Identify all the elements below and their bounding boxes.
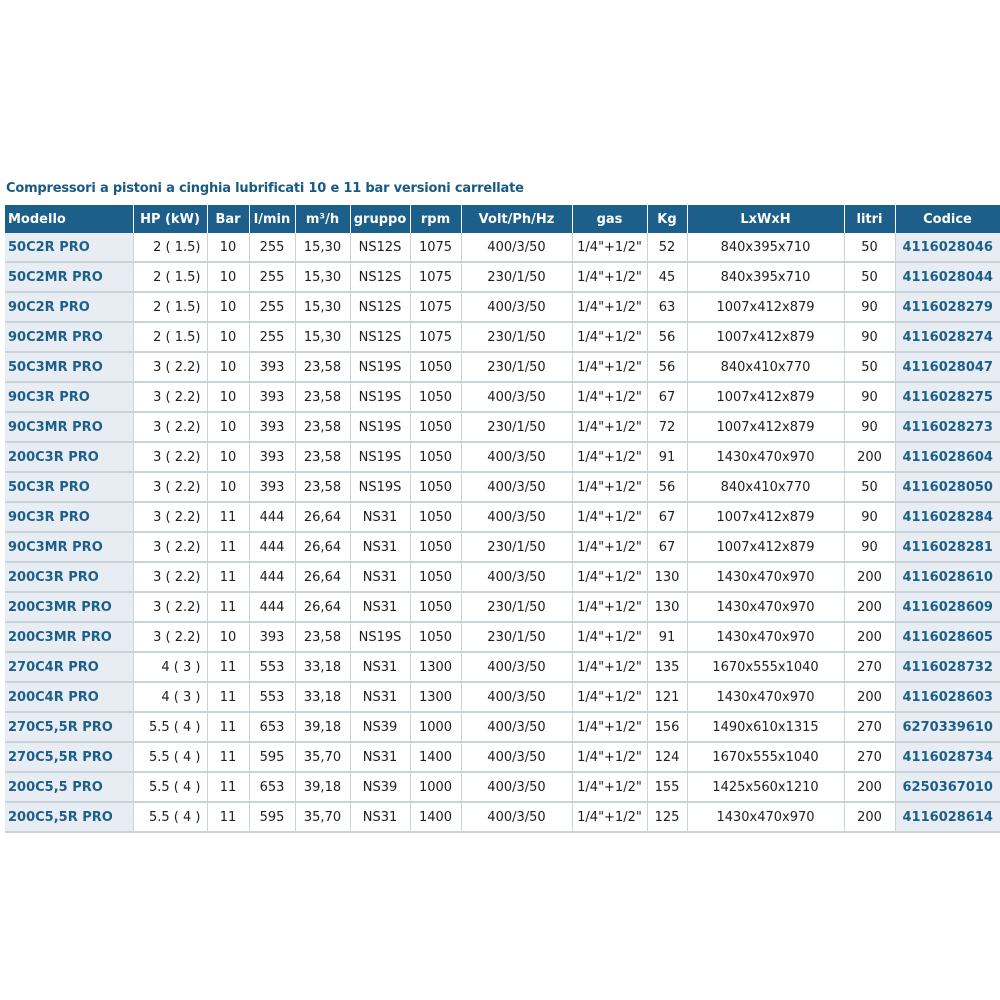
cell-hp: 2 ( 1.5)	[133, 233, 207, 262]
cell-codice: 6270339610	[895, 712, 1000, 742]
cell-model: 90C2MR PRO	[5, 322, 133, 352]
cell-litri: 200	[844, 622, 895, 652]
cell-hp: 3 ( 2.2)	[133, 502, 207, 532]
cell-rpm: 1075	[410, 262, 461, 292]
cell-lmin: 653	[249, 712, 295, 742]
cell-litri: 200	[844, 592, 895, 622]
cell-codice: 4116028273	[895, 412, 1000, 442]
cell-lmin: 393	[249, 622, 295, 652]
cell-rpm: 1050	[410, 532, 461, 562]
cell-volt: 230/1/50	[461, 352, 572, 382]
cell-gas: 1/4"+1/2"	[572, 682, 647, 712]
cell-hp: 3 ( 2.2)	[133, 382, 207, 412]
cell-hp: 3 ( 2.2)	[133, 562, 207, 592]
cell-model: 90C3R PRO	[5, 502, 133, 532]
cell-kg: 130	[647, 562, 687, 592]
cell-dimensions: 1007x412x879	[687, 412, 844, 442]
cell-kg: 124	[647, 742, 687, 772]
column-header-bar: Bar	[207, 205, 249, 233]
cell-dimensions: 1007x412x879	[687, 532, 844, 562]
table-row	[5, 502, 1000, 532]
cell-litri: 90	[844, 412, 895, 442]
cell-litri: 50	[844, 352, 895, 382]
cell-lmin: 255	[249, 262, 295, 292]
cell-m3h: 15,30	[295, 262, 350, 292]
cell-litri: 90	[844, 382, 895, 412]
cell-codice: 4116028275	[895, 382, 1000, 412]
cell-m3h: 15,30	[295, 233, 350, 262]
cell-lmin: 393	[249, 472, 295, 502]
cell-hp: 5.5 ( 4 )	[133, 802, 207, 832]
cell-gruppo: NS12S	[350, 292, 410, 322]
cell-rpm: 1050	[410, 622, 461, 652]
cell-volt: 400/3/50	[461, 682, 572, 712]
cell-model: 50C3MR PRO	[5, 352, 133, 382]
cell-gas: 1/4"+1/2"	[572, 802, 647, 832]
cell-m3h: 26,64	[295, 532, 350, 562]
cell-dimensions: 1430x470x970	[687, 622, 844, 652]
cell-lmin: 595	[249, 742, 295, 772]
cell-volt: 400/3/50	[461, 502, 572, 532]
cell-dimensions: 1007x412x879	[687, 292, 844, 322]
cell-hp: 3 ( 2.2)	[133, 412, 207, 442]
cell-gruppo: NS19S	[350, 412, 410, 442]
cell-volt: 400/3/50	[461, 652, 572, 682]
cell-gruppo: NS31	[350, 592, 410, 622]
cell-litri: 200	[844, 562, 895, 592]
cell-volt: 400/3/50	[461, 772, 572, 802]
cell-kg: 63	[647, 292, 687, 322]
page-title: Compressori a pistoni a cinghia lubrificati 10 e 11 bar versioni carrellate	[6, 181, 524, 196]
cell-model: 200C3R PRO	[5, 562, 133, 592]
cell-model: 270C4R PRO	[5, 652, 133, 682]
cell-lmin: 595	[249, 802, 295, 832]
cell-volt: 400/3/50	[461, 742, 572, 772]
cell-kg: 67	[647, 502, 687, 532]
cell-rpm: 1050	[410, 412, 461, 442]
cell-volt: 230/1/50	[461, 412, 572, 442]
cell-hp: 4 ( 3 )	[133, 652, 207, 682]
cell-kg: 52	[647, 233, 687, 262]
column-header-codice: Codice	[895, 205, 1000, 233]
cell-lmin: 444	[249, 562, 295, 592]
cell-model: 200C3R PRO	[5, 442, 133, 472]
cell-rpm: 1075	[410, 292, 461, 322]
cell-volt: 230/1/50	[461, 592, 572, 622]
cell-bar: 10	[207, 233, 249, 262]
cell-m3h: 35,70	[295, 742, 350, 772]
cell-dimensions: 840x395x710	[687, 262, 844, 292]
cell-gruppo: NS31	[350, 652, 410, 682]
cell-model: 270C5,5R PRO	[5, 712, 133, 742]
cell-bar: 10	[207, 622, 249, 652]
cell-litri: 90	[844, 532, 895, 562]
cell-gas: 1/4"+1/2"	[572, 622, 647, 652]
cell-gas: 1/4"+1/2"	[572, 592, 647, 622]
cell-bar: 11	[207, 772, 249, 802]
table-row	[5, 233, 1000, 262]
table-row	[5, 562, 1000, 592]
cell-litri: 200	[844, 802, 895, 832]
table-body	[5, 233, 1000, 832]
cell-gruppo: NS19S	[350, 622, 410, 652]
cell-m3h: 26,64	[295, 502, 350, 532]
cell-gas: 1/4"+1/2"	[572, 233, 647, 262]
cell-dimensions: 1430x470x970	[687, 562, 844, 592]
cell-rpm: 1050	[410, 562, 461, 592]
cell-dimensions: 1430x470x970	[687, 442, 844, 472]
cell-gruppo: NS31	[350, 802, 410, 832]
cell-gruppo: NS19S	[350, 382, 410, 412]
column-header-dimensions: LxWxH	[687, 205, 844, 233]
cell-kg: 91	[647, 622, 687, 652]
cell-m3h: 15,30	[295, 322, 350, 352]
cell-rpm: 1050	[410, 382, 461, 412]
cell-m3h: 33,18	[295, 682, 350, 712]
cell-codice: 4116028604	[895, 442, 1000, 472]
column-header-lmin: l/min	[249, 205, 295, 233]
cell-litri: 50	[844, 233, 895, 262]
cell-model: 50C2R PRO	[5, 233, 133, 262]
cell-bar: 10	[207, 442, 249, 472]
column-header-modello: Modello	[5, 205, 133, 233]
cell-dimensions: 1430x470x970	[687, 802, 844, 832]
cell-litri: 50	[844, 262, 895, 292]
cell-bar: 10	[207, 352, 249, 382]
cell-hp: 4 ( 3 )	[133, 682, 207, 712]
cell-m3h: 23,58	[295, 472, 350, 502]
cell-gruppo: NS31	[350, 532, 410, 562]
table-row	[5, 382, 1000, 412]
cell-lmin: 393	[249, 442, 295, 472]
cell-litri: 90	[844, 502, 895, 532]
cell-gruppo: NS31	[350, 682, 410, 712]
cell-rpm: 1075	[410, 233, 461, 262]
cell-bar: 11	[207, 562, 249, 592]
cell-litri: 90	[844, 322, 895, 352]
table-row	[5, 802, 1000, 832]
cell-bar: 10	[207, 322, 249, 352]
cell-gas: 1/4"+1/2"	[572, 442, 647, 472]
column-header-gas: gas	[572, 205, 647, 233]
cell-dimensions: 1670x555x1040	[687, 742, 844, 772]
cell-lmin: 444	[249, 502, 295, 532]
cell-volt: 400/3/50	[461, 712, 572, 742]
cell-lmin: 393	[249, 382, 295, 412]
cell-gas: 1/4"+1/2"	[572, 412, 647, 442]
cell-kg: 56	[647, 472, 687, 502]
cell-gas: 1/4"+1/2"	[572, 742, 647, 772]
cell-gas: 1/4"+1/2"	[572, 712, 647, 742]
cell-lmin: 553	[249, 682, 295, 712]
column-header-rpm: rpm	[410, 205, 461, 233]
cell-model: 50C3R PRO	[5, 472, 133, 502]
cell-hp: 2 ( 1.5)	[133, 322, 207, 352]
cell-gruppo: NS31	[350, 562, 410, 592]
cell-volt: 400/3/50	[461, 382, 572, 412]
header-row	[5, 205, 1000, 233]
cell-bar: 11	[207, 712, 249, 742]
cell-codice: 4116028603	[895, 682, 1000, 712]
cell-hp: 3 ( 2.2)	[133, 472, 207, 502]
cell-dimensions: 1670x555x1040	[687, 652, 844, 682]
cell-kg: 67	[647, 382, 687, 412]
cell-volt: 230/1/50	[461, 532, 572, 562]
cell-litri: 270	[844, 652, 895, 682]
table-row	[5, 352, 1000, 382]
cell-codice: 4116028610	[895, 562, 1000, 592]
table-row	[5, 322, 1000, 352]
table-row	[5, 682, 1000, 712]
cell-codice: 6250367010	[895, 772, 1000, 802]
column-header-litri: litri	[844, 205, 895, 233]
cell-bar: 10	[207, 412, 249, 442]
cell-gas: 1/4"+1/2"	[572, 292, 647, 322]
table-row	[5, 292, 1000, 322]
cell-bar: 11	[207, 502, 249, 532]
cell-gas: 1/4"+1/2"	[572, 352, 647, 382]
cell-rpm: 1000	[410, 772, 461, 802]
cell-rpm: 1400	[410, 802, 461, 832]
cell-bar: 10	[207, 292, 249, 322]
cell-litri: 270	[844, 712, 895, 742]
cell-hp: 2 ( 1.5)	[133, 292, 207, 322]
table-row	[5, 622, 1000, 652]
cell-gruppo: NS19S	[350, 472, 410, 502]
cell-model: 200C3MR PRO	[5, 592, 133, 622]
cell-dimensions: 1007x412x879	[687, 502, 844, 532]
cell-dimensions: 840x410x770	[687, 472, 844, 502]
cell-lmin: 653	[249, 772, 295, 802]
column-header-kg: Kg	[647, 205, 687, 233]
cell-codice: 4116028047	[895, 352, 1000, 382]
cell-hp: 5.5 ( 4 )	[133, 742, 207, 772]
cell-rpm: 1300	[410, 652, 461, 682]
cell-gruppo: NS12S	[350, 262, 410, 292]
cell-m3h: 26,64	[295, 592, 350, 622]
cell-kg: 56	[647, 352, 687, 382]
cell-dimensions: 1425x560x1210	[687, 772, 844, 802]
cell-rpm: 1300	[410, 682, 461, 712]
cell-litri: 200	[844, 772, 895, 802]
cell-m3h: 39,18	[295, 712, 350, 742]
cell-codice: 4116028050	[895, 472, 1000, 502]
table-row	[5, 472, 1000, 502]
cell-hp: 3 ( 2.2)	[133, 352, 207, 382]
column-header-hp: HP (kW)	[133, 205, 207, 233]
cell-rpm: 1050	[410, 472, 461, 502]
cell-kg: 135	[647, 652, 687, 682]
cell-m3h: 39,18	[295, 772, 350, 802]
cell-hp: 3 ( 2.2)	[133, 442, 207, 472]
cell-volt: 400/3/50	[461, 233, 572, 262]
cell-volt: 230/1/50	[461, 262, 572, 292]
cell-bar: 10	[207, 262, 249, 292]
cell-codice: 4116028609	[895, 592, 1000, 622]
cell-m3h: 23,58	[295, 412, 350, 442]
cell-rpm: 1050	[410, 592, 461, 622]
cell-m3h: 23,58	[295, 442, 350, 472]
cell-dimensions: 1430x470x970	[687, 592, 844, 622]
cell-hp: 5.5 ( 4 )	[133, 772, 207, 802]
cell-volt: 400/3/50	[461, 472, 572, 502]
cell-m3h: 23,58	[295, 352, 350, 382]
spec-table	[5, 205, 1000, 833]
cell-kg: 155	[647, 772, 687, 802]
cell-model: 200C4R PRO	[5, 682, 133, 712]
cell-gruppo: NS12S	[350, 322, 410, 352]
cell-codice: 4116028279	[895, 292, 1000, 322]
cell-dimensions: 1490x610x1315	[687, 712, 844, 742]
cell-hp: 3 ( 2.2)	[133, 592, 207, 622]
cell-model: 270C5,5R PRO	[5, 742, 133, 772]
cell-litri: 50	[844, 472, 895, 502]
cell-gruppo: NS19S	[350, 442, 410, 472]
cell-kg: 125	[647, 802, 687, 832]
cell-rpm: 1000	[410, 712, 461, 742]
cell-m3h: 23,58	[295, 382, 350, 412]
cell-litri: 270	[844, 742, 895, 772]
table-row	[5, 742, 1000, 772]
cell-gas: 1/4"+1/2"	[572, 532, 647, 562]
cell-codice: 4116028734	[895, 742, 1000, 772]
cell-bar: 10	[207, 382, 249, 412]
cell-rpm: 1050	[410, 352, 461, 382]
cell-gas: 1/4"+1/2"	[572, 382, 647, 412]
cell-litri: 90	[844, 292, 895, 322]
cell-m3h: 23,58	[295, 622, 350, 652]
cell-m3h: 33,18	[295, 652, 350, 682]
cell-codice: 4116028044	[895, 262, 1000, 292]
cell-model: 50C2MR PRO	[5, 262, 133, 292]
cell-model: 200C5,5 PRO	[5, 772, 133, 802]
cell-bar: 11	[207, 652, 249, 682]
cell-model: 90C3MR PRO	[5, 412, 133, 442]
cell-gruppo: NS31	[350, 742, 410, 772]
cell-kg: 121	[647, 682, 687, 712]
cell-kg: 56	[647, 322, 687, 352]
cell-volt: 230/1/50	[461, 622, 572, 652]
cell-gas: 1/4"+1/2"	[572, 562, 647, 592]
cell-codice: 4116028605	[895, 622, 1000, 652]
cell-lmin: 393	[249, 352, 295, 382]
cell-rpm: 1075	[410, 322, 461, 352]
cell-codice: 4116028732	[895, 652, 1000, 682]
cell-gas: 1/4"+1/2"	[572, 502, 647, 532]
cell-hp: 3 ( 2.2)	[133, 622, 207, 652]
cell-gas: 1/4"+1/2"	[572, 322, 647, 352]
cell-bar: 11	[207, 802, 249, 832]
cell-volt: 400/3/50	[461, 292, 572, 322]
cell-gruppo: NS12S	[350, 233, 410, 262]
cell-rpm: 1050	[410, 442, 461, 472]
cell-lmin: 553	[249, 652, 295, 682]
cell-codice: 4116028281	[895, 532, 1000, 562]
cell-dimensions: 1007x412x879	[687, 382, 844, 412]
table-row	[5, 262, 1000, 292]
column-header-volt: Volt/Ph/Hz	[461, 205, 572, 233]
cell-litri: 200	[844, 682, 895, 712]
cell-litri: 200	[844, 442, 895, 472]
cell-rpm: 1050	[410, 502, 461, 532]
cell-m3h: 35,70	[295, 802, 350, 832]
cell-hp: 5.5 ( 4 )	[133, 712, 207, 742]
cell-bar: 11	[207, 742, 249, 772]
column-header-m3h: m³/h	[295, 205, 350, 233]
table-row	[5, 592, 1000, 622]
cell-dimensions: 1007x412x879	[687, 322, 844, 352]
cell-hp: 2 ( 1.5)	[133, 262, 207, 292]
cell-lmin: 255	[249, 322, 295, 352]
cell-gruppo: NS39	[350, 712, 410, 742]
cell-dimensions: 1430x470x970	[687, 682, 844, 712]
cell-gas: 1/4"+1/2"	[572, 772, 647, 802]
cell-model: 90C3MR PRO	[5, 532, 133, 562]
cell-bar: 11	[207, 592, 249, 622]
cell-volt: 400/3/50	[461, 562, 572, 592]
table-row	[5, 532, 1000, 562]
cell-dimensions: 840x410x770	[687, 352, 844, 382]
cell-hp: 3 ( 2.2)	[133, 532, 207, 562]
cell-kg: 130	[647, 592, 687, 622]
cell-lmin: 255	[249, 292, 295, 322]
cell-model: 200C5,5R PRO	[5, 802, 133, 832]
cell-kg: 45	[647, 262, 687, 292]
cell-volt: 400/3/50	[461, 802, 572, 832]
cell-codice: 4116028274	[895, 322, 1000, 352]
table-row	[5, 772, 1000, 802]
cell-m3h: 15,30	[295, 292, 350, 322]
cell-kg: 91	[647, 442, 687, 472]
cell-codice: 4116028284	[895, 502, 1000, 532]
column-header-gruppo: gruppo	[350, 205, 410, 233]
cell-codice: 4116028614	[895, 802, 1000, 832]
cell-lmin: 255	[249, 233, 295, 262]
cell-dimensions: 840x395x710	[687, 233, 844, 262]
cell-gas: 1/4"+1/2"	[572, 652, 647, 682]
table-row	[5, 652, 1000, 682]
cell-volt: 230/1/50	[461, 322, 572, 352]
cell-gruppo: NS39	[350, 772, 410, 802]
cell-gruppo: NS31	[350, 502, 410, 532]
cell-lmin: 444	[249, 592, 295, 622]
cell-volt: 400/3/50	[461, 442, 572, 472]
cell-codice: 4116028046	[895, 233, 1000, 262]
cell-gas: 1/4"+1/2"	[572, 472, 647, 502]
cell-bar: 11	[207, 682, 249, 712]
cell-model: 200C3MR PRO	[5, 622, 133, 652]
table-row	[5, 712, 1000, 742]
cell-model: 90C3R PRO	[5, 382, 133, 412]
table-row	[5, 442, 1000, 472]
cell-kg: 72	[647, 412, 687, 442]
cell-gruppo: NS19S	[350, 352, 410, 382]
cell-bar: 10	[207, 472, 249, 502]
cell-gas: 1/4"+1/2"	[572, 262, 647, 292]
cell-lmin: 393	[249, 412, 295, 442]
table-row	[5, 412, 1000, 442]
cell-model: 90C2R PRO	[5, 292, 133, 322]
cell-kg: 156	[647, 712, 687, 742]
cell-rpm: 1400	[410, 742, 461, 772]
cell-bar: 11	[207, 532, 249, 562]
cell-kg: 67	[647, 532, 687, 562]
cell-lmin: 444	[249, 532, 295, 562]
cell-m3h: 26,64	[295, 562, 350, 592]
